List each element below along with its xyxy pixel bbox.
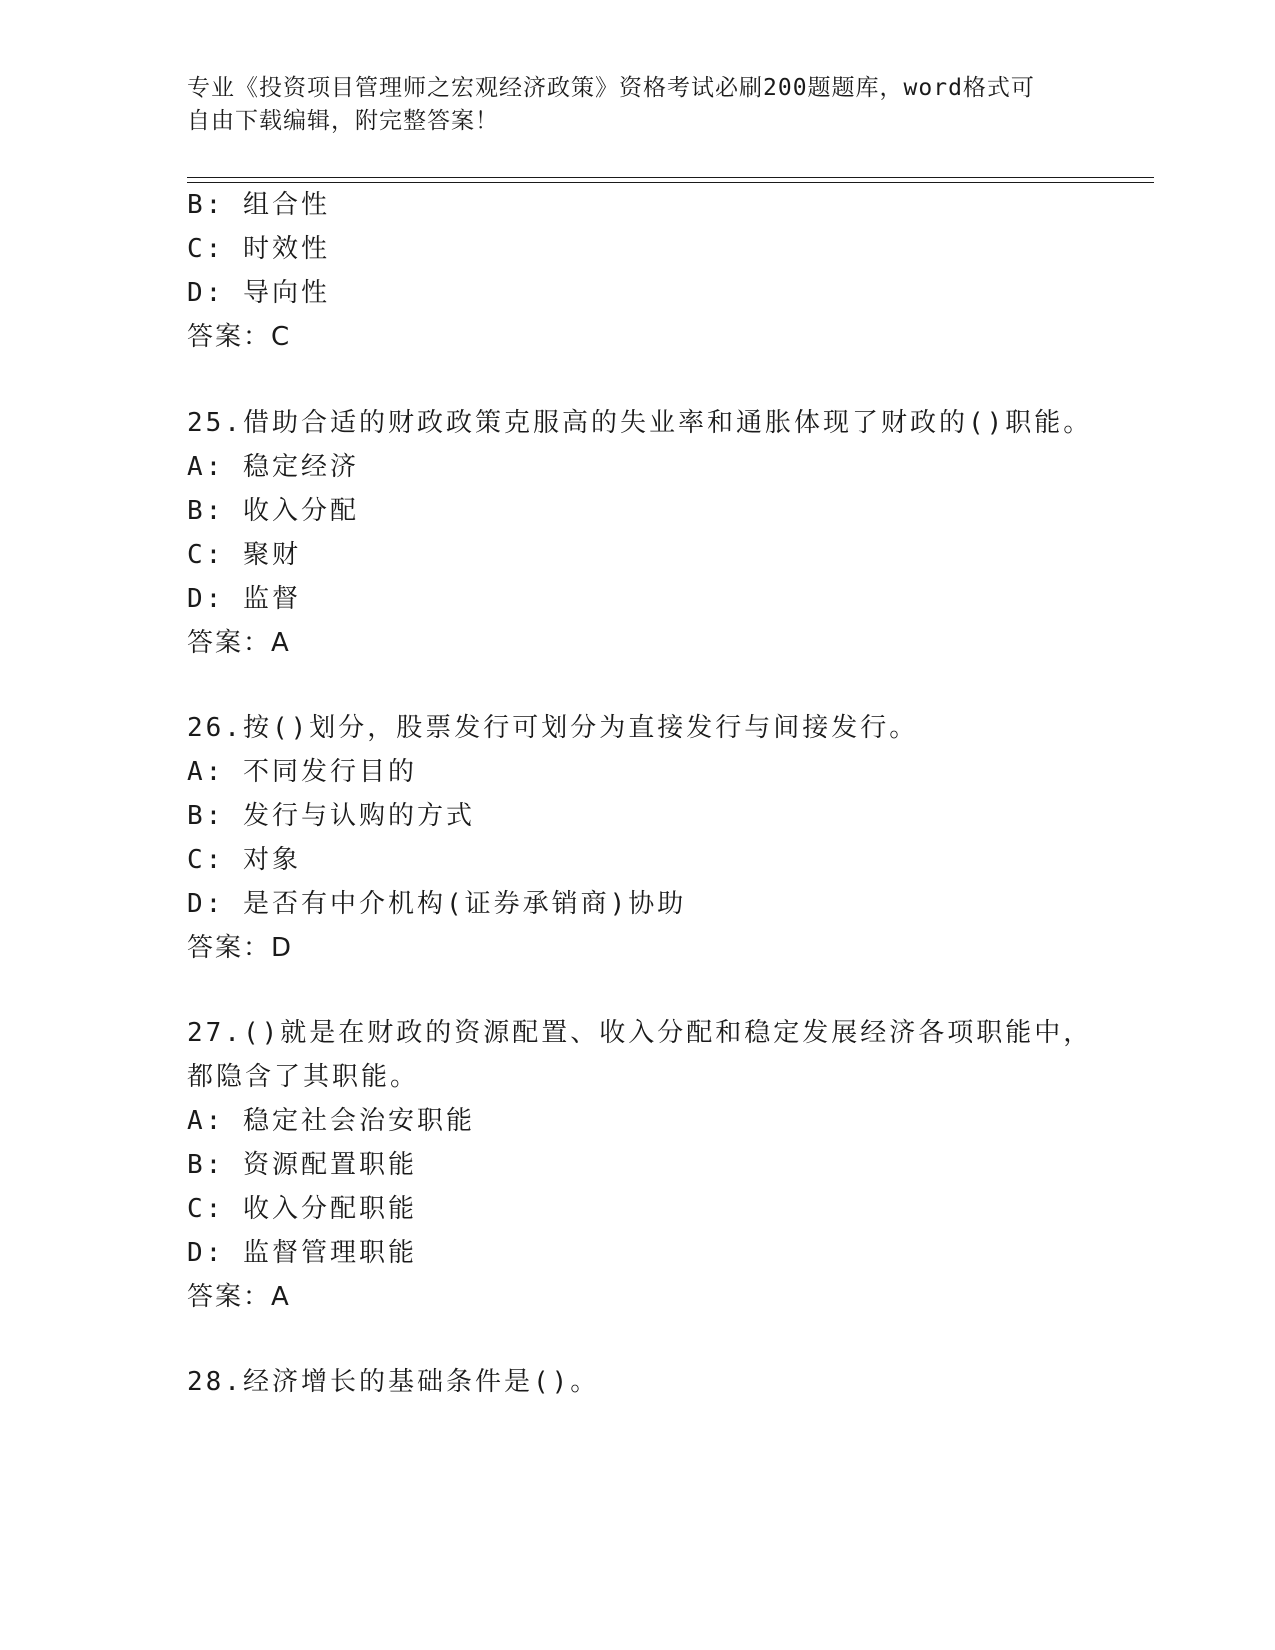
- option-d: D: 是否有中介机构(证券承销商)协助: [187, 889, 687, 919]
- option-d: D: 监督管理职能: [187, 1238, 417, 1268]
- answer-label: 答案：C: [187, 322, 292, 352]
- option-a: A: 不同发行目的: [187, 757, 417, 787]
- question-27-stem-line-2: 都隐含了其职能。: [187, 1062, 420, 1092]
- document-header: [187, 72, 1067, 138]
- question-27-stem-line-1: 27.()就是在财政的资源配置、收入分配和稳定发展经济各项职能中，: [187, 1018, 1093, 1048]
- option-a: A: 稳定社会治安职能: [187, 1106, 475, 1136]
- option-b: B: 组合性: [187, 190, 330, 220]
- option-c: C: 聚财: [187, 540, 301, 570]
- question-25-stem: 25.借助合适的财政政策克服高的失业率和通胀体现了财政的()职能。: [187, 408, 1093, 438]
- question-26-stem: 26.按()划分，股票发行可划分为直接发行与间接发行。: [187, 713, 919, 743]
- header-line-2: 自由下载编辑，附完整答案！: [187, 108, 499, 134]
- option-b: B: 发行与认购的方式: [187, 801, 475, 831]
- answer-label: 答案：D: [187, 933, 294, 963]
- option-c: C: 收入分配职能: [187, 1194, 417, 1224]
- option-c: C: 时效性: [187, 234, 330, 264]
- header-line-1: 专业《投资项目管理师之宏观经济政策》资格考试必刷200题题库，word格式可: [187, 75, 1035, 101]
- option-a: A: 稳定经济: [187, 452, 359, 482]
- answer-label: 答案：A: [187, 1282, 291, 1312]
- option-d: D: 导向性: [187, 278, 330, 308]
- option-b: B: 收入分配: [187, 496, 359, 526]
- option-b: B: 资源配置职能: [187, 1150, 417, 1180]
- question-28-stem: 28.经济增长的基础条件是()。: [187, 1367, 600, 1397]
- answer-label: 答案：A: [187, 628, 291, 658]
- header-divider-bottom: [187, 182, 1154, 183]
- option-c: C: 对象: [187, 845, 301, 875]
- header-divider-top: [187, 177, 1154, 178]
- option-d: D: 监督: [187, 584, 301, 614]
